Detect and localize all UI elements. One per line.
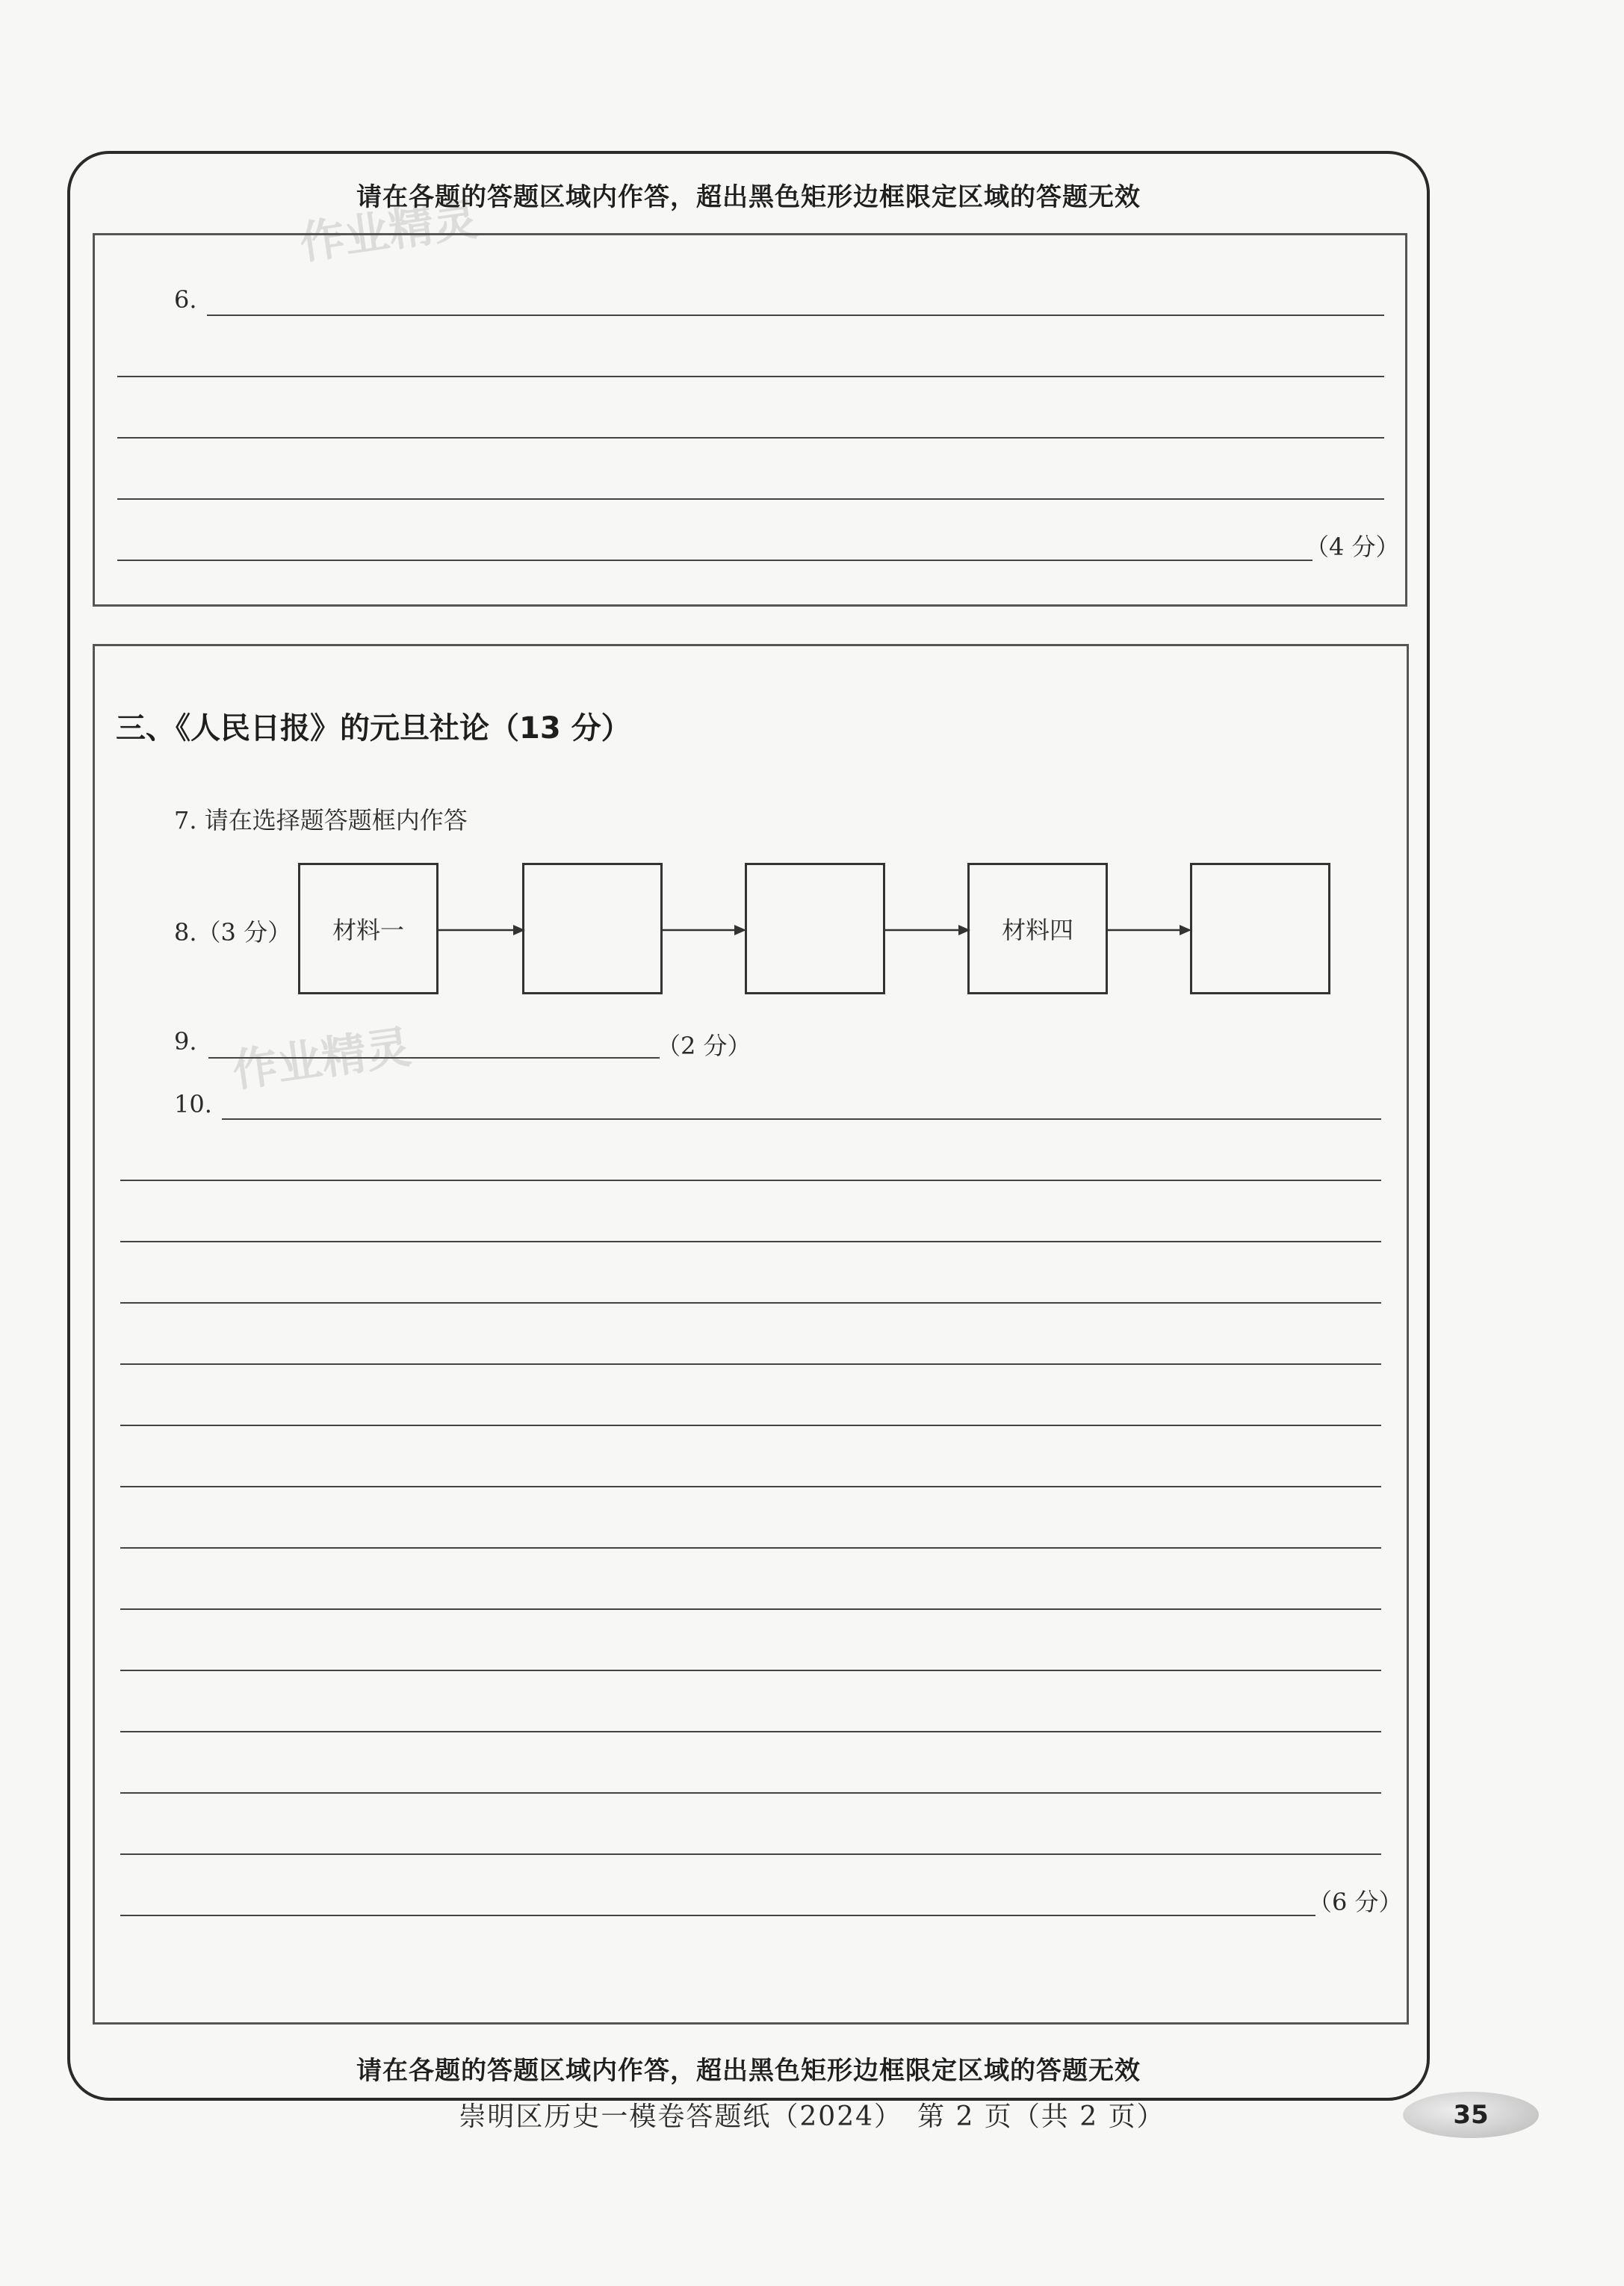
question-6-score: （4 分） — [1305, 533, 1400, 561]
flow-box-3[interactable] — [745, 863, 885, 994]
answer-line[interactable] — [117, 437, 1384, 439]
flow-box-5[interactable] — [1190, 863, 1330, 994]
answer-line[interactable] — [120, 1363, 1381, 1365]
arrow-icon — [885, 921, 970, 939]
question-8-label: 8.（3 分） — [174, 918, 292, 947]
arrow-icon — [663, 921, 746, 939]
question-10-score: （6 分） — [1308, 1888, 1403, 1916]
answer-line[interactable] — [117, 560, 1312, 561]
page-number-badge: 35 — [1403, 2092, 1539, 2138]
answer-line[interactable] — [117, 376, 1384, 377]
notice-bottom: 请在各题的答题区域内作答，超出黑色矩形边框限定区域的答题无效 — [356, 2056, 1141, 2086]
answer-line[interactable] — [120, 1302, 1381, 1304]
answer-line[interactable] — [207, 315, 1384, 316]
answer-line[interactable] — [120, 1425, 1381, 1426]
question-7-text: 7. 请在选择题答题框内作答 — [174, 806, 468, 834]
question-6-number: 6. — [174, 285, 197, 314]
watermark-top: 作业精灵 — [296, 193, 482, 270]
notice-top: 请在各题的答题区域内作答，超出黑色矩形边框限定区域的答题无效 — [356, 182, 1141, 212]
arrow-icon — [438, 921, 525, 939]
section-3-box — [93, 644, 1409, 2025]
question-9-number: 9. — [174, 1027, 197, 1056]
flow-box-2[interactable] — [522, 863, 663, 994]
answer-line[interactable] — [120, 1731, 1381, 1732]
answer-line[interactable] — [120, 1241, 1381, 1242]
answer-line[interactable] — [120, 1792, 1381, 1794]
answer-line[interactable] — [222, 1118, 1381, 1120]
answer-line[interactable] — [120, 1608, 1381, 1610]
answer-line[interactable] — [117, 498, 1384, 500]
question-9-answer-line[interactable] — [208, 1057, 660, 1059]
question-9-score: （2 分） — [657, 1032, 751, 1060]
answer-line[interactable] — [120, 1180, 1381, 1181]
answer-line[interactable] — [120, 1547, 1381, 1549]
arrow-icon — [1108, 921, 1191, 939]
answer-line[interactable] — [120, 1486, 1381, 1487]
page-footer: 崇明区历史一模卷答题纸（2024） 第 2 页（共 2 页） — [459, 2101, 1165, 2132]
watermark-middle: 作业精灵 — [229, 1020, 415, 1098]
answer-line[interactable] — [120, 1853, 1381, 1855]
question-6-box — [93, 233, 1407, 607]
section-3-heading: 三、《人民日报》的元旦社论（13 分） — [116, 711, 631, 746]
question-10-number: 10. — [174, 1090, 212, 1118]
flow-box-4[interactable]: 材料四 — [967, 863, 1108, 994]
answer-line[interactable] — [120, 1670, 1381, 1671]
answer-line[interactable] — [120, 1915, 1315, 1916]
flow-box-1[interactable]: 材料一 — [298, 863, 438, 994]
